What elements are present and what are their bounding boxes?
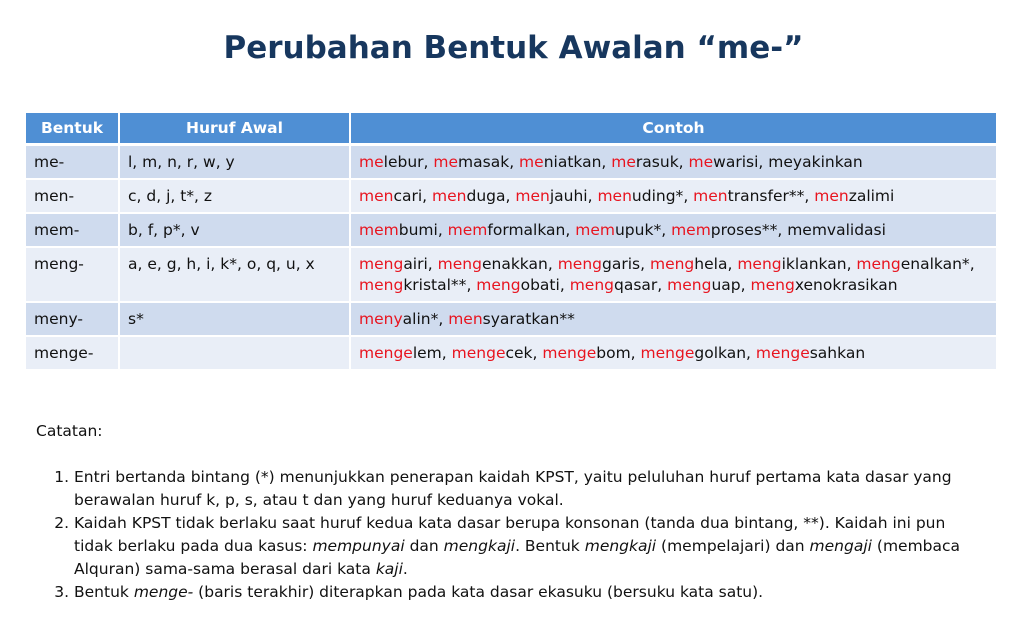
word-stem: niatkan: [543, 153, 602, 171]
example-word: [542, 344, 630, 362]
header-contoh: Contoh: [350, 113, 996, 145]
word-stem: masak: [458, 153, 510, 171]
example-word: [359, 221, 438, 239]
table-body: [26, 145, 996, 371]
cell-contoh: melebur, memasak, meniatkan, merasuk, mewarisi, meyakinkan: [350, 145, 996, 180]
cell-huruf-awal: s*: [119, 302, 350, 336]
prefix-highlight: mem: [671, 221, 711, 239]
word-stem: uap: [711, 276, 741, 294]
word-stem: bumi: [398, 221, 438, 239]
word-stem: hela: [694, 255, 728, 273]
prefix-table: [26, 113, 996, 371]
note-emphasis: mengkaji: [584, 537, 657, 555]
note-item: [74, 512, 986, 581]
word-stem: cek: [505, 344, 533, 362]
cell-huruf-awal: c, d, j, t*, z: [119, 179, 350, 213]
prefix-highlight: meng: [569, 276, 614, 294]
prefix-highlight: meng: [557, 255, 603, 273]
example-word: [570, 276, 658, 294]
prefix-highlight: meng: [476, 276, 521, 294]
example-word: [756, 344, 865, 362]
prefix-highlight: mem: [575, 221, 615, 239]
example-word: [448, 221, 566, 239]
example-word: [641, 344, 747, 362]
prefix-highlight: men: [597, 187, 632, 205]
prefix-highlight: meng: [667, 276, 712, 294]
word-stem: transfer**: [727, 187, 805, 205]
word-stem: proses**: [710, 221, 778, 239]
word-stem: meyakinkan: [768, 153, 863, 171]
example-word: [787, 221, 886, 239]
word-stem: garis: [602, 255, 641, 273]
note-item: [74, 581, 986, 604]
note-text: (mempelajari) dan: [656, 537, 810, 555]
cell-huruf-awal: a, e, g, h, i, k*, o, q, u, x: [119, 247, 350, 302]
word-stem: enalkan*: [900, 255, 970, 273]
example-word: [448, 310, 575, 328]
note-text: Bentuk: [74, 583, 134, 601]
word-stem: lebur: [383, 153, 424, 171]
example-word: [515, 187, 587, 205]
word-stem: cari: [393, 187, 423, 205]
example-word: [359, 344, 442, 362]
header-huruf-awal: Huruf Awal: [119, 113, 350, 145]
word-stem: formalkan: [487, 221, 566, 239]
note-emphasis: mengaji: [809, 537, 872, 555]
word-stem: warisi: [713, 153, 759, 171]
example-word: [359, 153, 424, 171]
word-stem: golkan: [694, 344, 747, 362]
word-stem: lem: [412, 344, 442, 362]
example-word: [611, 153, 678, 171]
example-word: [650, 255, 727, 273]
example-word: [667, 276, 740, 294]
notes-section: [36, 420, 986, 604]
prefix-highlight: men: [432, 187, 467, 205]
cell-bentuk: meng-: [26, 247, 119, 302]
prefix-highlight: mem: [447, 221, 488, 239]
word-stem: qasar: [614, 276, 658, 294]
word-stem: zalimi: [848, 187, 895, 205]
notes-heading: Catatan:: [36, 422, 103, 440]
example-word: [814, 187, 894, 205]
cell-contoh: membumi, memformalkan, memupuk*, memproses**, memvalidasi: [350, 213, 996, 247]
example-word: [575, 221, 661, 239]
header-bentuk: Bentuk: [26, 113, 119, 145]
word-stem: jauhi: [549, 187, 588, 205]
note-item: [74, 466, 986, 512]
prefix-highlight: meny: [359, 310, 403, 328]
prefix-highlight: me: [611, 153, 636, 171]
example-word: [751, 276, 898, 294]
table-row: [26, 179, 996, 213]
prefix-highlight: meng: [856, 255, 901, 273]
prefix-highlight: meng: [359, 255, 404, 273]
example-word: [433, 153, 509, 171]
note-text: .: [402, 560, 408, 578]
cell-contoh: mengairi, mengenakkan, menggaris, menghela, mengiklankan, mengenalkan*, mengkristal**, mengobati, mengqasar, menguap, mengxenokrasikan: [350, 247, 996, 302]
cell-huruf-awal: b, f, p*, v: [119, 213, 350, 247]
word-stem: iklankan: [781, 255, 847, 273]
example-word: [671, 221, 777, 239]
prefix-highlight: men: [515, 187, 550, 205]
example-word: [452, 344, 533, 362]
example-word: [359, 255, 428, 273]
example-word: [737, 255, 846, 273]
notes-list: [36, 466, 986, 604]
prefix-highlight: mem: [359, 221, 399, 239]
note-text: (membaca Alquran) sama-sama berasal dari kata: [74, 537, 961, 578]
example-word: [359, 310, 438, 328]
cell-contoh: mencari, menduga, menjauhi, menuding*, mentransfer**, menzalimi: [350, 179, 996, 213]
prefix-highlight: me: [433, 153, 459, 171]
table-row: [26, 145, 996, 180]
word-stem: upuk*: [614, 221, 662, 239]
note-text: Kaidah KPST tidak berlaku saat huruf kedua kata dasar berupa konsonan (tanda dua bintang, **). Kaidah ini pun tidak berlaku pada dua kasus:: [74, 514, 946, 555]
note-emphasis: menge-: [133, 583, 194, 601]
table-row: [26, 302, 996, 336]
example-word: [359, 187, 422, 205]
example-word: [856, 255, 969, 273]
word-stem: airi: [403, 255, 428, 273]
prefix-highlight: men: [448, 310, 483, 328]
word-stem: bom: [596, 344, 631, 362]
example-word: [476, 276, 560, 294]
table-row: [26, 247, 996, 302]
note-emphasis: kaji: [375, 560, 403, 578]
word-stem: sahkan: [809, 344, 866, 362]
prefix-highlight: men: [359, 187, 394, 205]
prefix-highlight: meng: [737, 255, 782, 273]
prefix-highlight: menge: [755, 344, 810, 362]
table-header-row: [26, 113, 996, 145]
prefix-highlight: meng: [649, 255, 695, 273]
cell-huruf-awal: [119, 336, 350, 370]
cell-bentuk: menge-: [26, 336, 119, 370]
example-word: [519, 153, 601, 171]
table-row: [26, 336, 996, 370]
prefix-highlight: menge: [640, 344, 695, 362]
word-stem: duga: [466, 187, 506, 205]
word-stem: xenokrasikan: [794, 276, 898, 294]
prefix-highlight: men: [693, 187, 728, 205]
note-emphasis: mempunyai: [312, 537, 405, 555]
cell-bentuk: meny-: [26, 302, 119, 336]
note-text: (baris terakhir) diterapkan pada kata dasar ekasuku (bersuku kata satu).: [193, 583, 764, 601]
note-text: Entri bertanda bintang (*) menunjukkan penerapan kaidah KPST, yaitu peluluhan huruf pertama kata dasar yang berawalan huruf k, p, s, atau t dan yang huruf keduanya vokal.: [74, 468, 952, 509]
example-word: [438, 255, 548, 273]
word-stem: rasuk: [635, 153, 679, 171]
word-stem: obati: [520, 276, 560, 294]
word-stem: syaratkan**: [482, 310, 575, 328]
page-title: Perubahan Bentuk Awalan “me-”: [223, 30, 804, 66]
word-stem: uding*: [631, 187, 684, 205]
table-row: [26, 213, 996, 247]
cell-bentuk: me-: [26, 145, 119, 180]
cell-contoh: mengelem, mengecek, mengebom, mengegolkan, mengesahkan: [350, 336, 996, 370]
note-emphasis: mengkaji: [443, 537, 516, 555]
prefix-highlight: me: [359, 153, 384, 171]
cell-bentuk: mem-: [26, 213, 119, 247]
cell-contoh: menyalin*, mensyaratkan**: [350, 302, 996, 336]
word-stem: kristal**: [403, 276, 467, 294]
example-word: [768, 153, 862, 171]
word-stem: memvalidasi: [787, 221, 886, 239]
example-word: [359, 276, 466, 294]
prefix-highlight: menge: [359, 344, 413, 362]
example-word: [597, 187, 683, 205]
note-text: . Bentuk: [515, 537, 585, 555]
prefix-highlight: men: [814, 187, 849, 205]
cell-huruf-awal: l, m, n, r, w, y: [119, 145, 350, 180]
cell-bentuk: men-: [26, 179, 119, 213]
example-word: [432, 187, 505, 205]
word-stem: enakkan: [481, 255, 548, 273]
example-word: [689, 153, 759, 171]
prefix-highlight: me: [519, 153, 544, 171]
example-word: [693, 187, 804, 205]
word-stem: alin*: [402, 310, 439, 328]
example-word: [558, 255, 640, 273]
prefix-highlight: meng: [437, 255, 482, 273]
prefix-highlight: menge: [451, 344, 506, 362]
prefix-highlight: meng: [750, 276, 795, 294]
note-text: dan: [404, 537, 444, 555]
prefix-highlight: me: [688, 153, 714, 171]
prefix-highlight: menge: [542, 344, 597, 362]
prefix-highlight: meng: [359, 276, 404, 294]
